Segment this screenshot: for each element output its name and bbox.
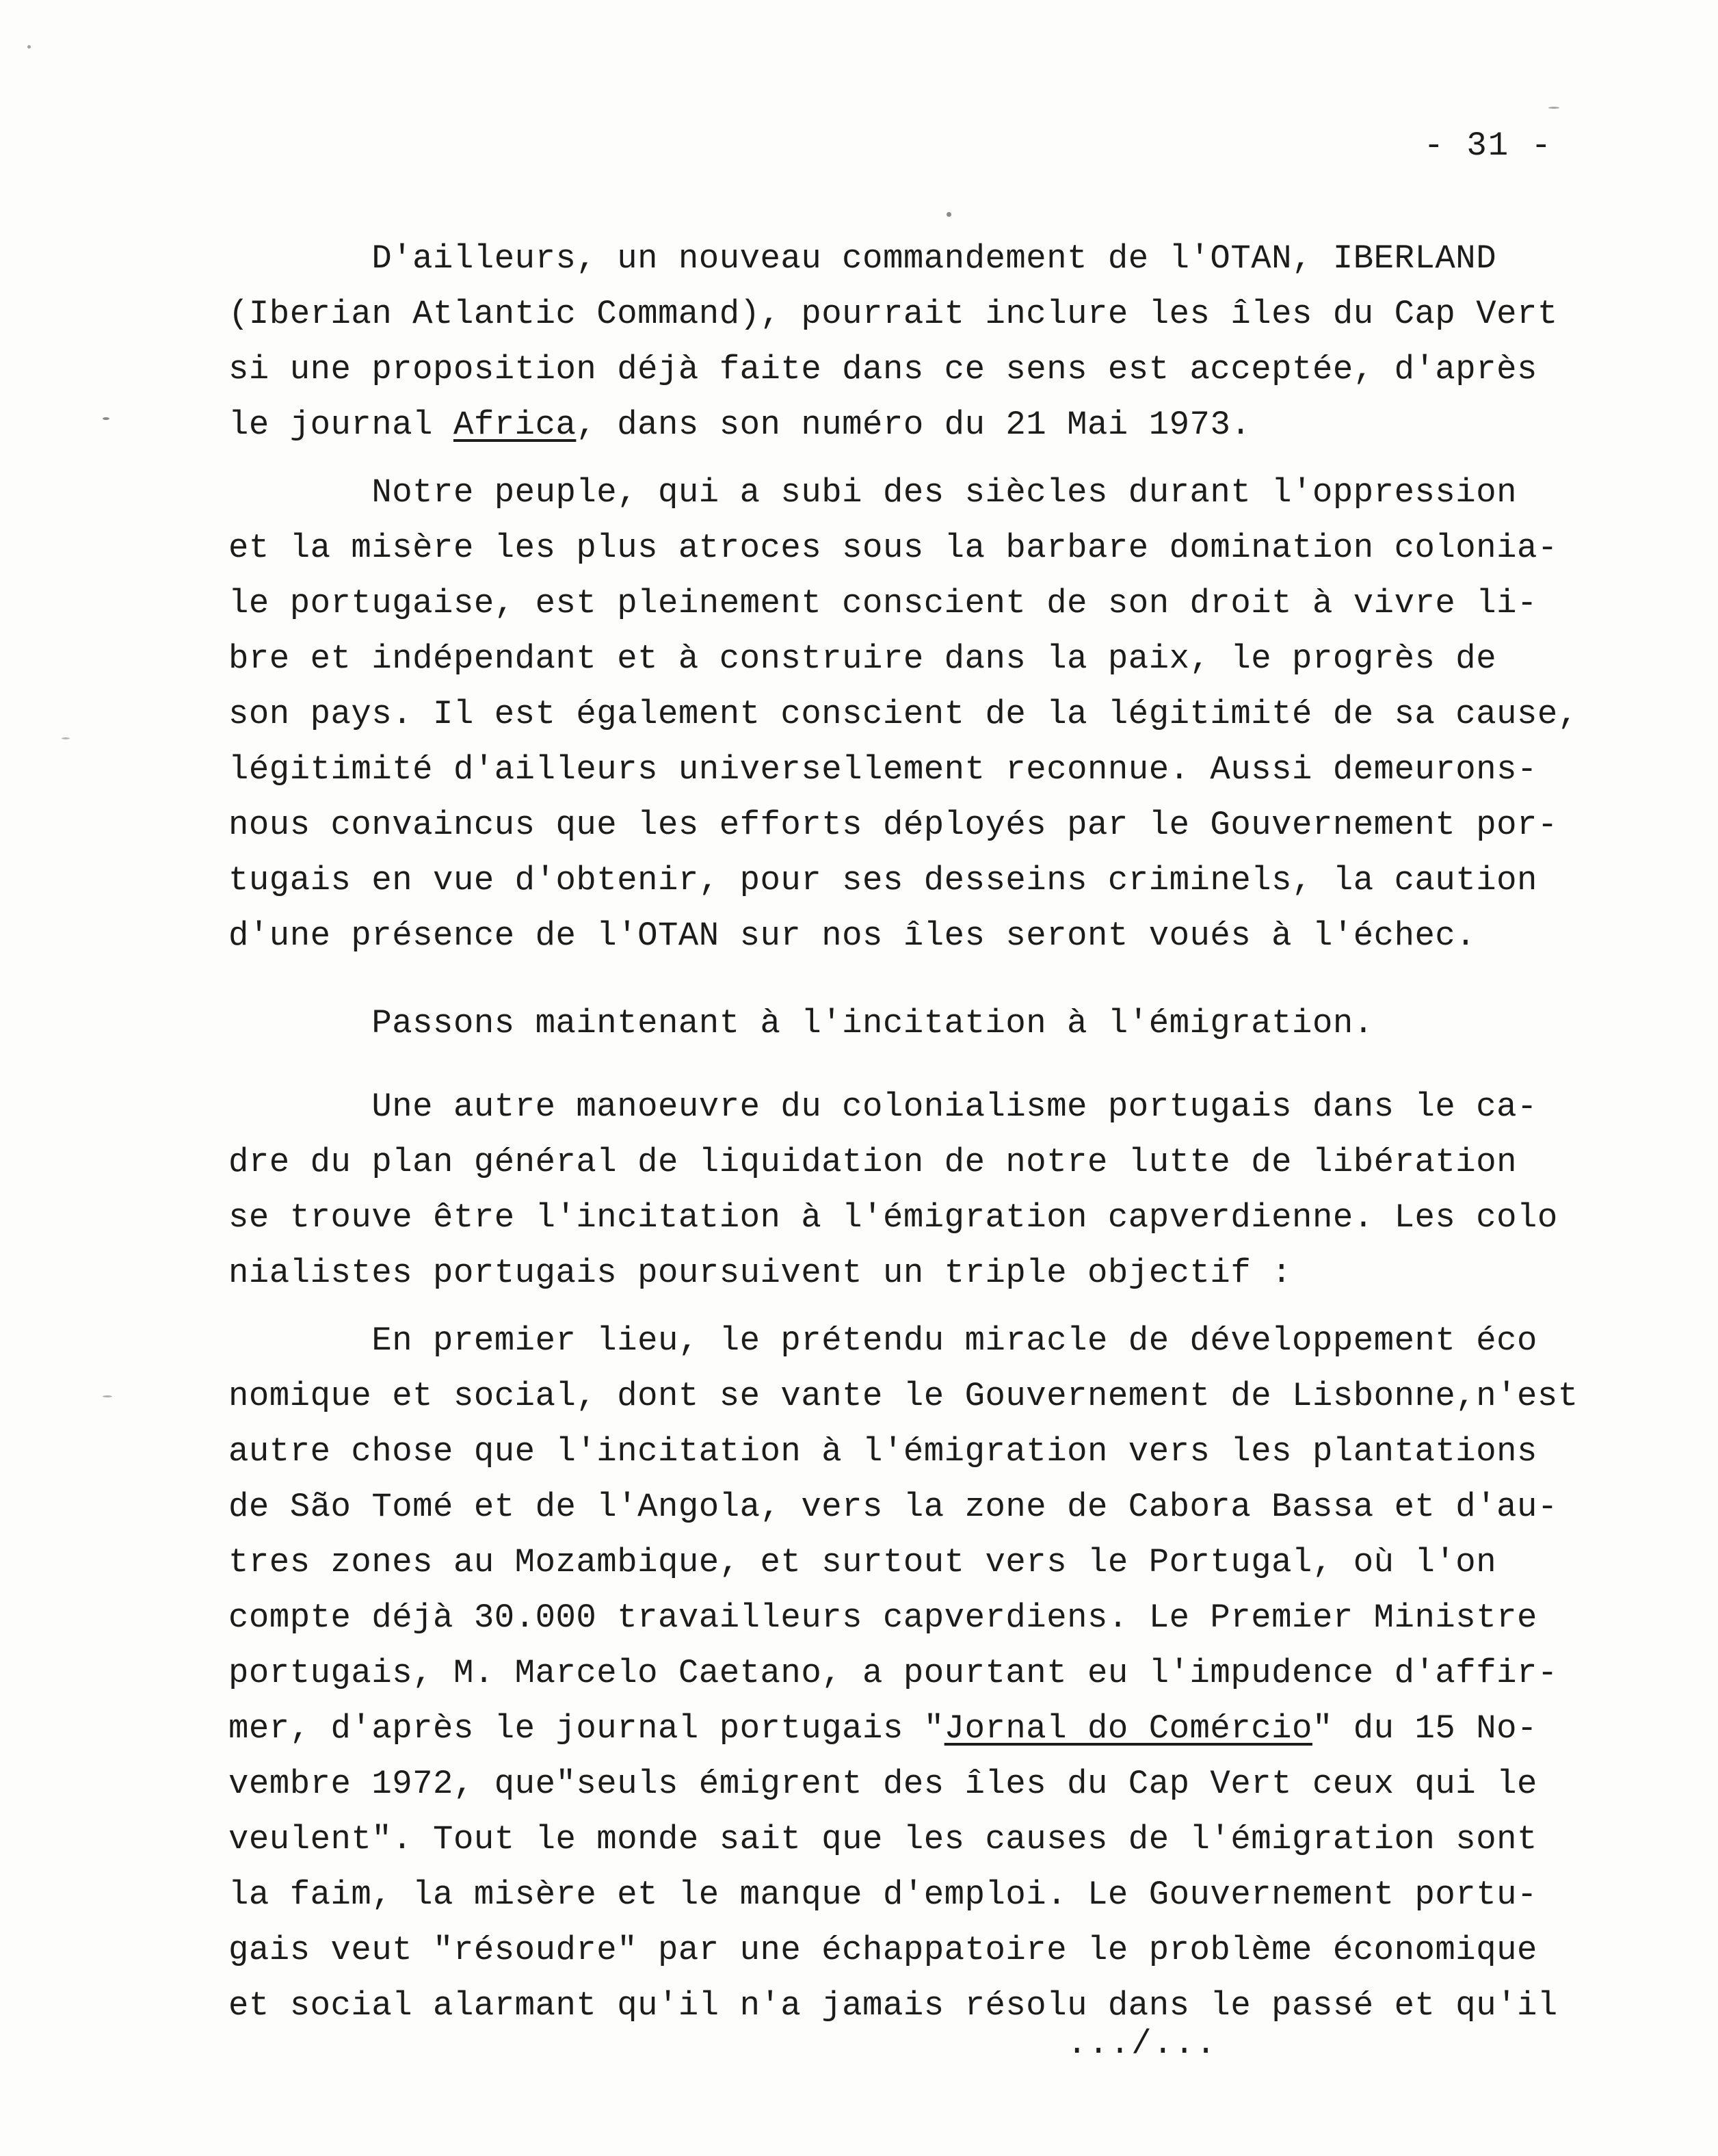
text-line: D'ailleurs, un nouveau commandement de l'OTAN, IBERLAND	[228, 239, 1497, 278]
text-line: et la misère les plus atroces sous la barbare domination colonia-	[228, 529, 1558, 567]
underlined-title: Jornal do Comércio	[944, 1709, 1312, 1748]
text-line: si une proposition déjà faite dans ce sens est acceptée, d'après	[228, 350, 1537, 389]
text-line: bre et indépendant et à construire dans la paix, le progrès de	[228, 640, 1497, 678]
text-line: son pays. Il est également conscient de la légitimité de sa cause,	[228, 695, 1578, 733]
text-line: légitimité d'ailleurs universellement reconnue. Aussi demeurons-	[228, 750, 1537, 789]
text-line: gais veut "résoudre" par une échappatoire le problème économique	[228, 1931, 1537, 1969]
text-line: veulent". Tout le monde sait que les causes de l'émigration sont	[228, 1820, 1537, 1858]
scan-speck	[62, 737, 70, 739]
text-line: (Iberian Atlantic Command), pourrait inclure les îles du Cap Vert	[228, 295, 1558, 333]
paragraph-autre-manoeuvre	[228, 1079, 1583, 1301]
text-line: et social alarmant qu'il n'a jamais résolu dans le passé et qu'il	[228, 1986, 1558, 2025]
text-line: le journal Africa, dans son numéro du 21 Mai 1973.	[228, 406, 1252, 444]
scan-speck	[27, 45, 31, 49]
continuation-mark: .../...	[1067, 2025, 1217, 2063]
scan-speck	[1548, 107, 1559, 109]
text-line: En premier lieu, le prétendu miracle de développement éco	[228, 1322, 1537, 1360]
text-line: dre du plan général de liquidation de notre lutte de libération	[228, 1143, 1518, 1181]
text-line: nomique et social, dont se vante le Gouvernement de Lisbonne,n'est	[228, 1377, 1578, 1415]
text-line: Passons maintenant à l'incitation à l'émigration.	[228, 1004, 1374, 1042]
text-line: tres zones au Mozambique, et surtout vers le Portugal, où l'on	[228, 1543, 1497, 1581]
text-line: se trouve être l'incitation à l'émigration capverdienne. Les colo	[228, 1198, 1558, 1237]
paragraph-otan-iberland	[228, 231, 1583, 453]
scan-speck	[947, 212, 951, 217]
text-line: tugais en vue d'obtenir, pour ses desseins criminels, la caution	[228, 861, 1537, 899]
text-line: mer, d'après le journal portugais "Jornal do Comércio" du 15 No-	[228, 1709, 1537, 1748]
text-line: la faim, la misère et le manque d'emploi. Le Gouvernement portu-	[228, 1876, 1537, 1914]
text-line: Notre peuple, qui a subi des siècles durant l'oppression	[228, 473, 1518, 512]
text-line: vembre 1972, que"seuls émigrent des îles du Cap Vert ceux qui le	[228, 1765, 1537, 1803]
page-number: - 31 -	[1423, 127, 1552, 165]
text-line: de São Tomé et de l'Angola, vers la zone de Cabora Bassa et d'au-	[228, 1488, 1558, 1526]
paragraph-passons	[228, 996, 1583, 1051]
text-line: Une autre manoeuvre du colonialisme portugais dans le ca-	[228, 1088, 1537, 1126]
text-line: compte déjà 30.000 travailleurs capverdiens. Le Premier Ministre	[228, 1599, 1537, 1637]
scan-speck	[103, 417, 109, 420]
underlined-title: Africa	[453, 406, 577, 444]
paragraph-notre-peuple	[228, 465, 1583, 964]
text-line: d'une présence de l'OTAN sur nos îles seront voués à l'échec.	[228, 917, 1477, 955]
paragraph-premier-lieu	[228, 1313, 1583, 2034]
text-line: le portugaise, est pleinement conscient de son droit à vivre li-	[228, 584, 1537, 622]
text-line: nous convaincus que les efforts déployés par le Gouvernement por-	[228, 806, 1558, 844]
scan-speck	[103, 1395, 112, 1397]
text-line: portugais, M. Marcelo Caetano, a pourtant eu l'impudence d'affir-	[228, 1654, 1558, 1692]
text-line: autre chose que l'incitation à l'émigration vers les plantations	[228, 1432, 1537, 1471]
text-line: nialistes portugais poursuivent un triple objectif :	[228, 1254, 1293, 1292]
